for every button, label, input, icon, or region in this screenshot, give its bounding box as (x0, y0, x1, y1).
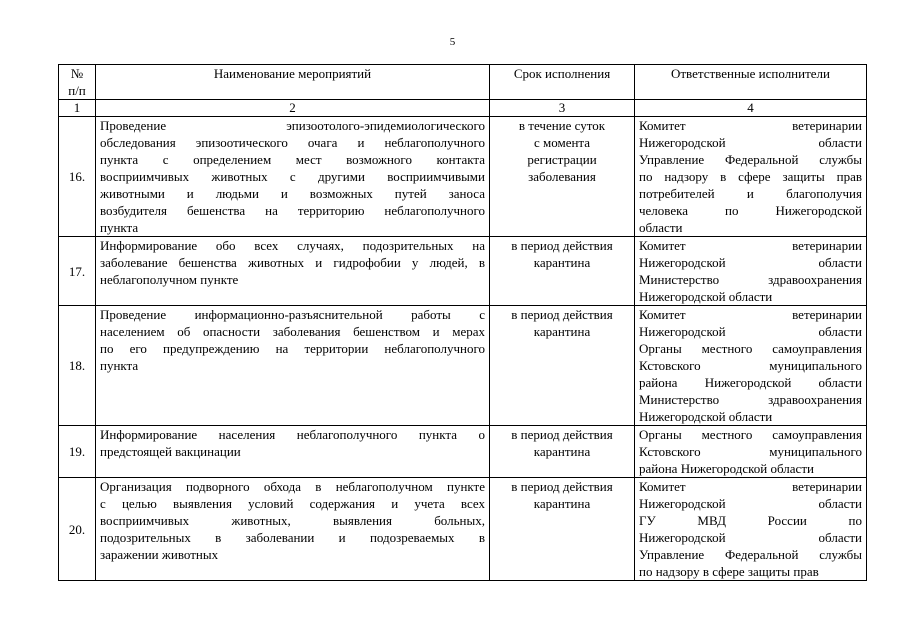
table-header-row (59, 65, 867, 100)
header-resp: Ответственные исполнители (635, 65, 867, 100)
measure-name-line: пункта (100, 358, 139, 373)
row-number: 19. (59, 426, 96, 478)
responsible-executors (635, 478, 867, 581)
responsible-executors (635, 306, 867, 426)
measure-name-line: с целью выявления условий содержания и учета всех (100, 496, 485, 511)
responsible-executors-line: Органы местного самоуправления (639, 341, 862, 356)
execution-term-line: регистрации (527, 152, 597, 167)
column-number-row (59, 100, 867, 117)
responsible-executors (635, 237, 867, 306)
responsible-executors-line: района Нижегородской области (639, 461, 814, 476)
execution-term (490, 478, 635, 581)
responsible-executors-line: ГУ МВД России по (639, 513, 862, 528)
column-number: 2 (96, 100, 490, 117)
measure-name-line: Информирование обо всех случаях, подозрительных на (100, 238, 485, 253)
responsible-executors-line: Комитет ветеринарии (639, 307, 862, 322)
measure-name-line: Проведение информационно-разъяснительной работы с (100, 307, 485, 322)
measure-name-line: пункта (100, 220, 139, 235)
measure-name-line: подозрительных в заболевании и подозреваемых в (100, 530, 485, 545)
measure-name (96, 478, 490, 581)
measure-name (96, 306, 490, 426)
responsible-executors-line: Нижегородской области (639, 409, 773, 424)
execution-term-line: в период действия (511, 238, 613, 253)
execution-term-line: карантина (533, 255, 591, 270)
responsible-executors-line: человека по Нижегородской (639, 203, 862, 218)
measure-name-line: Организация подворного обхода в неблагополучном пункте (100, 479, 485, 494)
execution-term-line: в течение суток (518, 118, 606, 133)
header-term: Срок исполнения (490, 65, 635, 100)
execution-term-line: в период действия (511, 427, 613, 442)
responsible-executors-line: по надзору в сфере защиты прав (639, 169, 862, 184)
responsible-executors-line: Нижегородской области (639, 496, 862, 511)
responsible-executors-line: Нижегородской области (639, 255, 862, 270)
responsible-executors-line: Комитет ветеринарии (639, 238, 862, 253)
column-number: 4 (635, 100, 867, 117)
execution-term (490, 117, 635, 237)
header-name: Наименование мероприятий (96, 65, 490, 100)
table-row (59, 426, 867, 478)
responsible-executors-line: района Нижегородской области (639, 375, 862, 390)
responsible-executors-line: области (639, 220, 683, 235)
measure-name-line: предстоящей вакцинации (100, 444, 241, 459)
measure-name-line: восприимчивых животных, выявления больных, (100, 513, 485, 528)
header-num-line: № (70, 66, 84, 81)
measure-name-line: по его предупреждению на территории неблагополучного (100, 341, 485, 356)
measure-name-line: заболевание бешенства животных и гидрофобии у людей, в (100, 255, 485, 270)
measure-name-line: Проведение эпизоотолого-эпидемиологического (100, 118, 485, 133)
responsible-executors-line: Комитет ветеринарии (639, 479, 862, 494)
measure-name-line: заражении животных (100, 547, 219, 562)
responsible-executors-line: Управление Федеральной службы (639, 547, 862, 562)
measure-name (96, 237, 490, 306)
column-number: 3 (490, 100, 635, 117)
responsible-executors-line: Министерство здравоохранения (639, 272, 862, 287)
responsible-executors-line: по надзору в сфере защиты прав (639, 564, 819, 579)
execution-term-line: заболевания (528, 169, 596, 184)
table-body (59, 117, 867, 581)
header-num-line: п/п (68, 83, 86, 98)
execution-term (490, 237, 635, 306)
responsible-executors-line: Министерство здравоохранения (639, 392, 862, 407)
header-num (59, 65, 96, 100)
row-number: 16. (59, 117, 96, 237)
responsible-executors-line: потребителей и благополучия (639, 186, 862, 201)
responsible-executors (635, 426, 867, 478)
responsible-executors-line: Комитет ветеринарии (639, 118, 862, 133)
measures-table (58, 64, 867, 581)
measure-name (96, 117, 490, 237)
measure-name-line: пункта с определением мест возможного контакта (100, 152, 485, 167)
execution-term (490, 306, 635, 426)
column-number: 1 (59, 100, 96, 117)
responsible-executors-line: Нижегородской области (639, 289, 773, 304)
execution-term (490, 426, 635, 478)
measure-name-line: обследования эпизоотического очага и неблагополучного (100, 135, 485, 150)
execution-term-line: в период действия (511, 479, 613, 494)
responsible-executors-line: Органы местного самоуправления (639, 427, 862, 442)
row-number: 20. (59, 478, 96, 581)
table-row (59, 237, 867, 306)
row-number: 18. (59, 306, 96, 426)
responsible-executors-line: Кстовского муниципального (639, 358, 862, 373)
page-number: 5 (449, 36, 456, 48)
measure-name-line: возбудителя бешенства на территорию неблагополучного (100, 203, 485, 218)
measure-name-line: населением об опасности заболевания бешенством и мерах (100, 324, 485, 339)
responsible-executors-line: Кстовского муниципального (639, 444, 862, 459)
responsible-executors-line: Управление Федеральной службы (639, 152, 862, 167)
execution-term-line: карантина (533, 496, 591, 511)
responsible-executors-line: Нижегородской области (639, 135, 862, 150)
responsible-executors-line: Нижегородской области (639, 530, 862, 545)
table-row (59, 117, 867, 237)
responsible-executors-line: Нижегородской области (639, 324, 862, 339)
table-row (59, 306, 867, 426)
measure-name-line: животными и людьми и возможных путей заноса (100, 186, 485, 201)
responsible-executors (635, 117, 867, 237)
execution-term-line: карантина (533, 444, 591, 459)
measure-name-line: Информирование населения неблагополучного пункта о (100, 427, 485, 442)
table-row (59, 478, 867, 581)
execution-term-line: в период действия (511, 307, 613, 322)
row-number: 17. (59, 237, 96, 306)
measure-name-line: неблагополучном пункте (100, 272, 239, 287)
execution-term-line: с момента (533, 135, 591, 150)
execution-term-line: карантина (533, 324, 591, 339)
measure-name-line: восприимчивых животных с другими восприимчивыми (100, 169, 485, 184)
measure-name (96, 426, 490, 478)
